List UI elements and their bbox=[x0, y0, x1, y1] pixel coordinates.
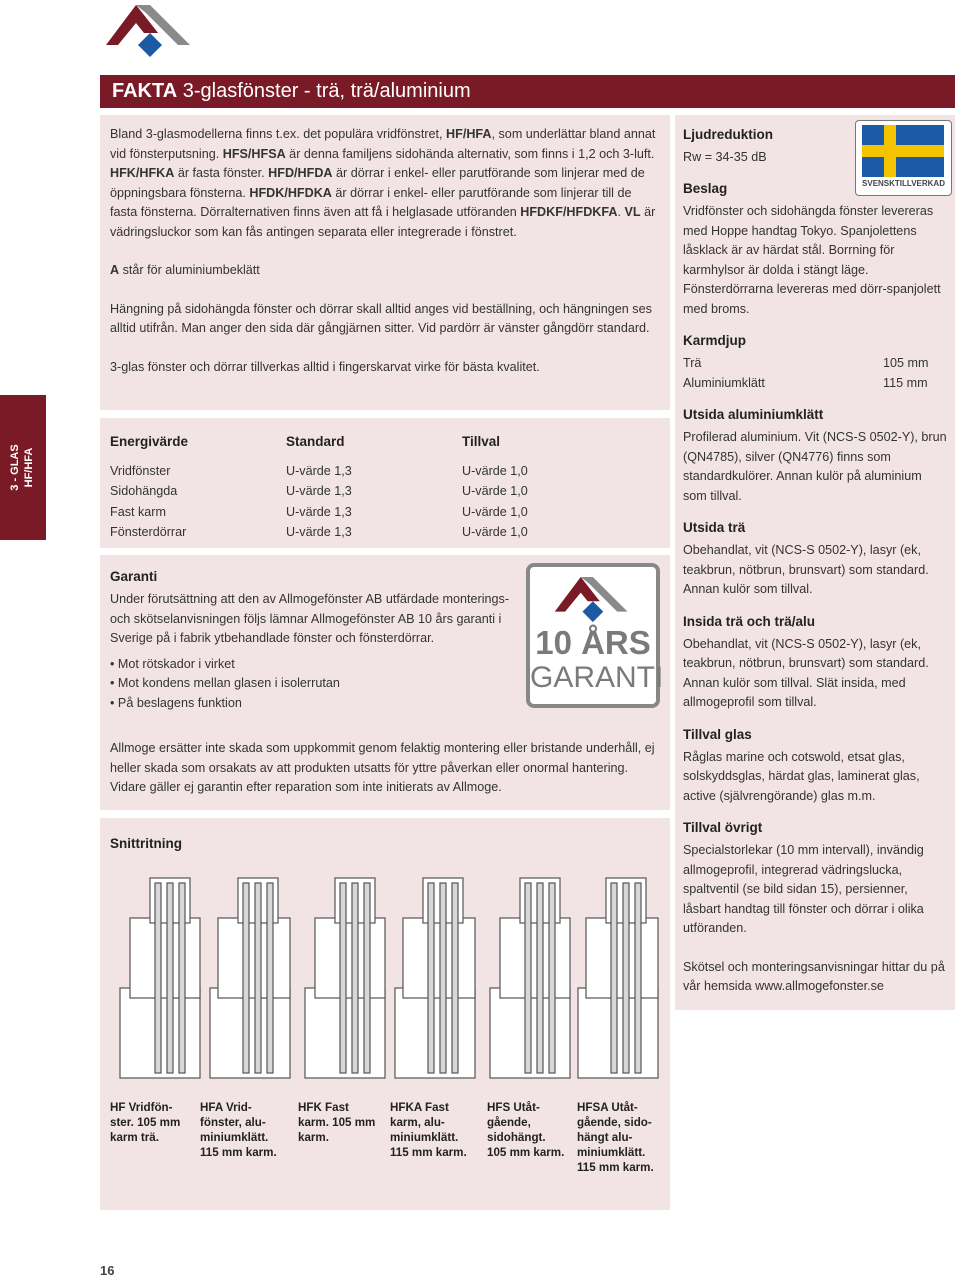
energy-cell: U-värde 1,3 bbox=[286, 504, 352, 519]
energy-cell: U-värde 1,0 bbox=[462, 525, 528, 539]
caption-hfa: HFA Vrid- fönster, alu- miniumklätt. 115 mm karm. bbox=[200, 1101, 277, 1159]
badge-logo-icon bbox=[552, 577, 632, 629]
caption-hfk: HFK Fast karm. 105 mm karm. bbox=[298, 1101, 376, 1144]
intro-panel bbox=[100, 115, 670, 410]
energy-cell: Vridfönster bbox=[110, 463, 171, 478]
karmdjup-heading: Karmdjup bbox=[683, 333, 747, 348]
beslag-text: Vridfönster och sidohängda fönster levereras med Hoppe handtag Tokyo. Spanjolettens låsklack är av härdat stål. Borrning för karmhylsor är dolda i stängt läge. Fönsterdörrarna levereras med dörr-spanjolett med broms. bbox=[683, 204, 941, 316]
energy-cell: U-värde 1,0 bbox=[462, 504, 528, 519]
caption-hfsa: HFSA Utåt- gående, sido- hängt alu- miniumklätt. 115 mm karm. bbox=[577, 1101, 654, 1174]
quality-paragraph: 3-glas fönster och dörrar tillverkas alltid i fingerskarvat virke för bästa kvalitet. bbox=[110, 359, 540, 374]
insida-heading: Insida trä och trä/alu bbox=[683, 613, 816, 629]
energy-header: Standard bbox=[286, 434, 345, 449]
karmdjup-label: Aluminiumklätt bbox=[683, 375, 765, 390]
list-item: • Mot kondens mellan glasen i isolerrutan bbox=[110, 674, 515, 694]
utsida-alu-text: Profilerad aluminium. Vit (NCS-S 0502-Y), brun (QN4785), silver (QN4776) finns som standardkulörer. Annan kulör på aluminium som tillval. bbox=[683, 430, 947, 503]
badge-caption: SVENSKTILLVERKAD bbox=[862, 179, 945, 188]
utsida-tra-text: Obehandlat, vit (NCS-S 0502-Y), lasyr (ek, teakbrun, nötbrun, brunsvart) som standard. Annan kulör som tillval. bbox=[683, 543, 929, 596]
section-drawings bbox=[110, 858, 660, 1098]
ljud-value: Rw = 34-35 dB bbox=[683, 150, 767, 164]
skotsel-text: Skötsel och monteringsanvisningar hittar du på vår hemsida www.allmogefonster.se bbox=[683, 959, 945, 993]
caption-hfka: HFKA Fast karm, alu- miniumklätt. 115 mm karm. bbox=[390, 1101, 467, 1159]
energy-cell: U-värde 1,3 bbox=[286, 525, 352, 539]
list-item: • På beslagens funktion bbox=[110, 694, 515, 714]
insida-text: Obehandlat, vit (NCS-S 0502-Y), lasyr (ek, teakbrun, nötbrun, brunsvart) som standard. Annan kulör som tillval. Slät insida, med allmogeprofil som tillval. bbox=[683, 636, 929, 709]
page-number: 16 bbox=[100, 1263, 115, 1278]
aluminium-note: A står för aluminiumbeklätt bbox=[110, 263, 260, 277]
caption-hfs: HFS Utåt- gående, sidohängt. 105 mm karm. bbox=[487, 1101, 565, 1159]
energy-header: Energivärde bbox=[110, 434, 189, 449]
intro-paragraph: Bland 3-glasmodellerna finns t.ex. det populära vridfönstret, HF/HFA, som underlättar bland annat vid fönsterputsning. HFS/HFSA är denna familjens sidohända alternativ, som finns i 1,2 och 3-luft. HFK/HFKA är fasta fönster. HFD/HFDA är dörrar i enkel- eller parutförande som linjerar med de öppningsbara fönsterna. HFDK/HFDKA är dörrar i enkel- eller parutförande som linjerar till de fasta fönsterna. Dörralternativen finns även att få i helglasade utföranden HFDKF/HFDKFA. VL är vädringsluckor som kan fås antingen separata eller integrerade i fönstret. bbox=[110, 127, 656, 239]
karmdjup-value: 115 mm bbox=[883, 375, 928, 390]
page-title: FAKTA 3-glasfönster - trä, trä/aluminium bbox=[112, 80, 471, 102]
energy-cell: Fast karm bbox=[110, 504, 166, 519]
utsida-tra-heading: Utsida trä bbox=[683, 520, 746, 535]
ljud-heading: Ljudreduktion bbox=[683, 127, 773, 142]
badge-line1: 10 ÅRS bbox=[535, 624, 651, 661]
list-item: • Mot rötskador i virket bbox=[110, 655, 515, 675]
karmdjup-label: Trä bbox=[683, 356, 702, 370]
karmdjup-table bbox=[683, 354, 948, 393]
garanti-panel bbox=[100, 555, 670, 810]
energy-table bbox=[110, 432, 638, 543]
right-sidebar bbox=[675, 115, 955, 1010]
hanging-paragraph: Hängning på sidohängda fönster och dörrar skall alltid anges vid beställning, och hängningen ses alltid utifrån. Man anger den sida där gångjärnen sitter. Vid pardörr är vänster gångdörr standard. bbox=[110, 301, 652, 335]
beslag-heading: Beslag bbox=[683, 181, 728, 196]
energy-cell: U-värde 1,0 bbox=[462, 484, 528, 498]
garanti-heading: Garanti bbox=[110, 569, 158, 584]
glas-text: Råglas marine och cotswold, etsat glas, solskyddsglas, härdat glas, laminerat glas, active (självrengörande) glas m.m. bbox=[683, 749, 920, 803]
energy-cell: U-värde 1,3 bbox=[286, 463, 352, 478]
garanti-list bbox=[110, 655, 515, 714]
caption-hf: HF Vridfön- ster. 105 mm karm trä. bbox=[110, 1101, 181, 1144]
ovrigt-heading: Tillval övrigt bbox=[683, 820, 763, 835]
energy-cell: Fönsterdörrar bbox=[110, 525, 187, 539]
allmoge-logo bbox=[106, 5, 192, 65]
utsida-alu-heading: Utsida aluminiumklätt bbox=[683, 407, 824, 422]
glas-heading: Tillval glas bbox=[683, 726, 752, 742]
side-tab-line2: HF/HFA bbox=[23, 447, 35, 488]
energy-panel bbox=[100, 418, 670, 548]
side-tab bbox=[0, 395, 46, 540]
energy-cell: U-värde 1,0 bbox=[462, 463, 528, 478]
snitt-heading: Snittritning bbox=[110, 836, 182, 851]
energy-cell: Sidohängda bbox=[110, 484, 178, 498]
karmdjup-value: 105 mm bbox=[883, 356, 929, 370]
energy-cell: U-värde 1,3 bbox=[286, 484, 352, 498]
garanti-outro: Allmoge ersätter inte skada som uppkommit genom felaktig montering eller bristande underhåll, ej heller skada som orsakats av att produkten utsatts för yttre påverkan eller onormal hantering. Vidare gäller ej garantin efter reparation som inte initierats av Allmoge. bbox=[110, 741, 655, 794]
swedish-flag-icon bbox=[862, 125, 944, 177]
header-bar bbox=[100, 75, 955, 108]
energy-header: Tillval bbox=[462, 434, 501, 449]
badge-line2: GARANTI bbox=[530, 661, 664, 694]
side-tab-line1: 3 - GLAS bbox=[9, 444, 21, 491]
garanti-intro: Under förutsättning att den av Allmogefönster AB utfärdade monterings- och skötselanvisningen följs lämnar Allmogefönster AB 10 års garanti i Sverige på i fabrik ytbehandlade fönster och fönsterdörrar. bbox=[110, 592, 510, 645]
ovrigt-text: Specialstorlekar (10 mm intervall), invändig allmogeprofil, integrerad vädringslucka, spaltventil (se bild sidan 15), persienner, låsbart handtag till fönster och dörrar i olika utföranden. bbox=[683, 843, 924, 935]
warranty-badge bbox=[526, 563, 664, 708]
